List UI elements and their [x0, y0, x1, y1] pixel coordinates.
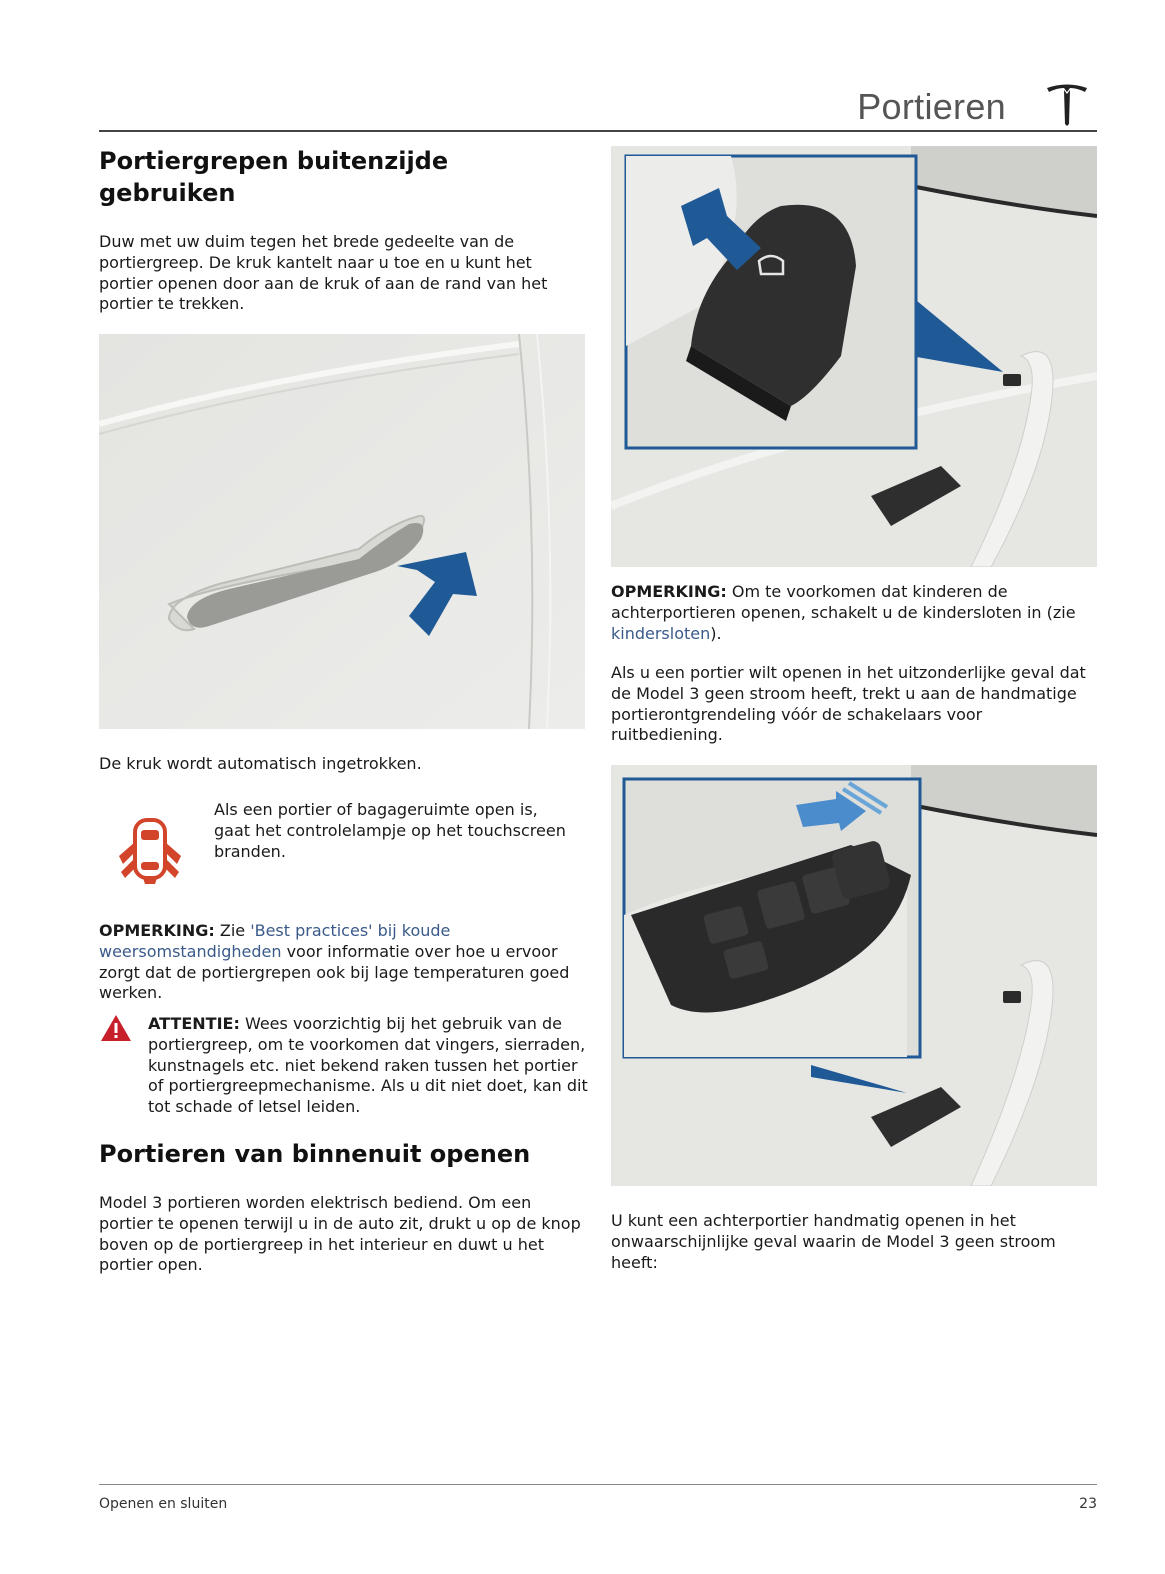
header-rule: [99, 130, 1097, 132]
child-locks-link[interactable]: kindersloten: [611, 623, 711, 643]
section-title-interior-open: Portieren van binnenuit openen: [99, 1140, 531, 1168]
warning-text: [148, 1014, 588, 1118]
note-label: OPMERKING:: [611, 582, 727, 601]
note-pre: Zie: [214, 921, 251, 940]
warning-label: ATTENTIE:: [148, 1014, 240, 1033]
manual-release-image: [611, 765, 1097, 1186]
note-label: OPMERKING:: [99, 921, 215, 940]
child-lock-note: [611, 582, 1097, 644]
footer-rule: [99, 1484, 1097, 1485]
note-post: ).: [710, 623, 722, 643]
note-pre: Om te voorkomen dat kinderen de achterportieren openen, schakelt u de kindersloten in (zie: [611, 582, 1076, 622]
tesla-logo-icon: [1044, 80, 1090, 126]
page-number: 23: [1079, 1496, 1097, 1512]
rear-door-manual-text: U kunt een achterportier handmatig openen in het onwaarschijnlijke geval waarin de Model 3 geen stroom heeft:: [611, 1211, 1056, 1272]
section-title-exterior-handles: Portiergrepen buitenzijde gebruiken: [99, 147, 449, 207]
interior-open-instructions: Model 3 portieren worden elektrisch bediend. Om een portier te openen terwijl u in de auto zit, drukt u op de knop boven op de portiergreep in het interieur en duwt u het portier open.: [99, 1193, 581, 1275]
door-open-indicator-icon: [115, 812, 185, 886]
exterior-door-handle-image: [99, 334, 585, 729]
manual-release-text: Als u een portier wilt openen in het uitzonderlijke geval dat de Model 3 geen stroom heeft, trekt u aan de handmatige portierontgrendeling vóór de schakelaars voor ruitbediening.: [611, 663, 1086, 745]
warning-body: Wees voorzichtig bij het gebruik van de portiergreep, om te voorkomen dat vingers, sierraden, kunstnagels etc. niet bekend raken tussen het portier of portiergreepmechanisme. Als u dit niet doet, kan dit tot schade of letsel leiden.: [148, 1014, 588, 1117]
interior-door-button-image: [611, 146, 1097, 567]
chapter-title: Portieren: [857, 86, 1006, 127]
warning-triangle-icon: [99, 1013, 133, 1043]
footer-section-name: Openen en sluiten: [99, 1496, 228, 1512]
cold-weather-note: [99, 921, 585, 1004]
note-post: voor informatie over hoe u ervoor zorgt dat de portiergrepen ook bij lage temperaturen goed werken.: [99, 941, 570, 1003]
exterior-handles-instructions: Duw met uw duim tegen het brede gedeelte van de portiergreep. De kruk kantelt naar u toe en u kunt het portier openen door aan de kruk of aan de rand van het portier te trekken.: [99, 232, 548, 314]
indicator-description: Als een portier of bagageruimte open is, gaat het controlelampje op het touchscreen branden.: [214, 800, 566, 861]
handle-retract-text: De kruk wordt automatisch ingetrokken.: [99, 754, 422, 773]
cold-weather-link[interactable]: 'Best practices' bij koude weersomstandigheden: [99, 921, 451, 961]
